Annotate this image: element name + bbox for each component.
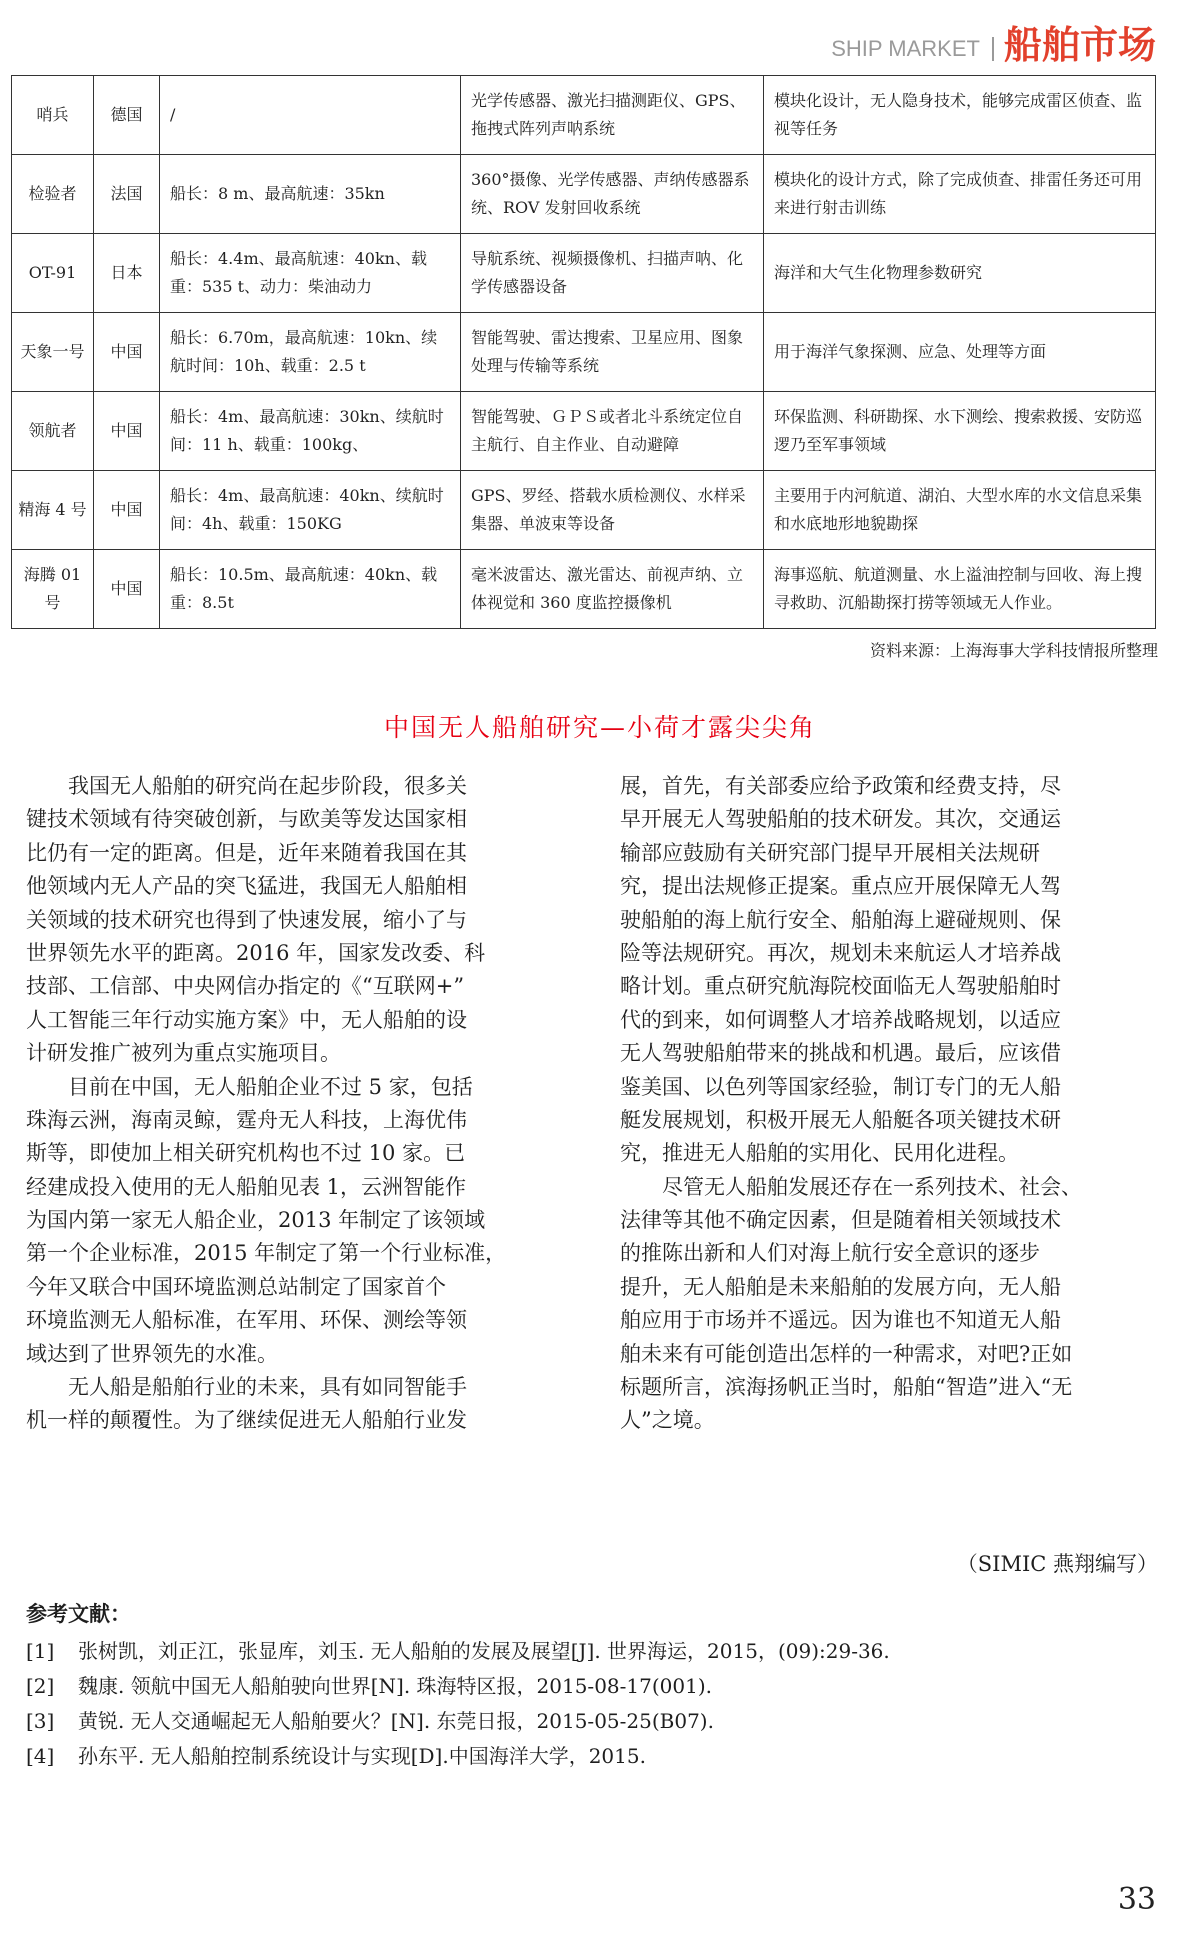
table-source: 资料来源：上海海事大学科技情报所整理 — [869, 641, 1158, 660]
references — [26, 1598, 890, 1774]
article-line: 无人驾驶船舶带来的挑战和机遇。最后，应该借 — [620, 1041, 1061, 1066]
cell-equipment: 导航系统、视频摄像机、扫描声呐、化学传感器设备 — [461, 234, 764, 313]
article-line: 关领域的技术研究也得到了快速发展，缩小了与 — [26, 907, 467, 932]
cell-application: 海事巡航、航道测量、水上溢油控制与回收、海上搜寻救助、沉船勘探打捞等领域无人作业。 — [764, 550, 1156, 629]
cell-equipment: 智能驾驶、ＧＰＳ或者北斗系统定位自主航行、自主作业、自动避障 — [461, 392, 764, 471]
cell-params: 船长：8 m、最高航速：35kn — [160, 155, 461, 234]
header-chinese: 船舶市场 — [1003, 23, 1156, 67]
article-line: 艇发展规划，积极开展无人船艇各项关键技术研 — [620, 1107, 1061, 1132]
article-line: 提升，无人船舶是未来船舶的发展方向，无人船 — [620, 1274, 1061, 1299]
reference-item — [26, 1739, 890, 1774]
cell-equipment: GPS、罗经、搭载水质检测仪、水样采集器、单波束等设备 — [461, 471, 764, 550]
article-line: 今年又联合中国环境监测总站制定了国家首个 — [26, 1274, 446, 1299]
cell-equipment: 光学传感器、激光扫描测距仪、GPS、拖拽式阵列声呐系统 — [461, 76, 764, 155]
reference-number: [3] — [26, 1709, 55, 1733]
reference-item — [26, 1704, 890, 1739]
article-line: 的推陈出新和人们对海上航行安全意识的逐步 — [620, 1241, 1040, 1266]
cell-application: 海洋和大气生化物理参数研究 — [764, 234, 1156, 313]
article-line: 经建成投入使用的无人船舶见表 1，云洲智能作 — [26, 1174, 467, 1199]
article-line: 比仍有一定的距离。但是，近年来随着我国在其 — [26, 840, 467, 865]
table-row — [12, 550, 1156, 629]
article-line: 域达到了世界领先的水准。 — [26, 1341, 278, 1366]
article-line: 机一样的颠覆性。为了继续促进无人船舶行业发 — [26, 1408, 467, 1433]
article-line: 究，提出法规修正提案。重点应开展保障无人驾 — [620, 874, 1061, 899]
reference-text: 魏康. 领航中国无人船舶驶向世界[N]. 珠海特区报，2015-08-17(001). — [78, 1674, 712, 1698]
cell-equipment: 智能驾驶、雷达搜索、卫星应用、图象处理与传输等系统 — [461, 313, 764, 392]
table-row — [12, 155, 1156, 234]
article-column-right — [620, 770, 1175, 1438]
header-english: SHIP MARKET — [831, 36, 980, 61]
article-line: 法律等其他不确定因素，但是随着相关领域技术 — [620, 1208, 1061, 1233]
cell-application: 用于海洋气象探测、应急、处理等方面 — [764, 313, 1156, 392]
article-line: 目前在中国，无人船舶企业不过 5 家，包括 — [68, 1074, 473, 1099]
article-line: 早开展无人驾驶船舶的技术研发。其次，交通运 — [620, 807, 1061, 832]
article-line: 斯等，即使加上相关研究机构也不过 10 家。已 — [26, 1141, 466, 1166]
cell-name: OT-91 — [12, 234, 94, 313]
article-line: 键技术领域有待突破创新，与欧美等发达国家相 — [26, 807, 467, 832]
unmanned-ship-table — [11, 75, 1156, 629]
reference-number: [2] — [26, 1674, 55, 1698]
article-line: 他领域内无人产品的突飞猛进，我国无人船舶相 — [26, 874, 467, 899]
article-line: 珠海云洲，海南灵鲸，霆舟无人科技，上海优伟 — [26, 1107, 467, 1132]
article-line: 人工智能三年行动实施方案》中，无人船舶的设 — [26, 1007, 467, 1032]
article-line: 鉴美国、以色列等国家经验，制订专门的无人船 — [620, 1074, 1061, 1099]
cell-country: 法国 — [94, 155, 160, 234]
cell-country: 中国 — [94, 392, 160, 471]
cell-equipment: 360°摄像、光学传感器、声纳传感器系统、ROV 发射回收系统 — [461, 155, 764, 234]
cell-country: 中国 — [94, 313, 160, 392]
cell-country: 日本 — [94, 234, 160, 313]
page-header — [831, 20, 1156, 70]
article-line: 舶应用于市场并不遥远。因为谁也不知道无人船 — [620, 1308, 1061, 1333]
article-line: 为国内第一家无人船企业，2013 年制定了该领域 — [26, 1208, 486, 1233]
references-title: 参考文献： — [26, 1602, 131, 1626]
article-line: 尽管无人船舶发展还存在一系列技术、社会、 — [662, 1174, 1082, 1199]
article-line: 第一个企业标准，2015 年制定了第一个行业标准， — [26, 1241, 507, 1266]
page-number: 33 — [1117, 1882, 1156, 1917]
article-line: 驶船舶的海上航行安全、船舶海上避碰规则、保 — [620, 907, 1061, 932]
cell-params: 船长：4.4m、最高航速：40kn、载重：535 t、动力：柴油动力 — [160, 234, 461, 313]
article-line: 略计划。重点研究航海院校面临无人驾驶船舶时 — [620, 974, 1061, 999]
article-line: 输部应鼓励有关研究部门提早开展相关法规研 — [620, 840, 1040, 865]
cell-name: 精海 4 号 — [12, 471, 94, 550]
reference-item — [26, 1634, 890, 1669]
cell-country: 中国 — [94, 550, 160, 629]
reference-item — [26, 1669, 890, 1704]
table-row — [12, 471, 1156, 550]
cell-params: 船长：10.5m、最高航速：40kn、载重：8.5t — [160, 550, 461, 629]
cell-name: 领航者 — [12, 392, 94, 471]
cell-name: 天象一号 — [12, 313, 94, 392]
article-line: 标题所言，滨海扬帆正当时，船舶“智造”进入“无 — [620, 1375, 1073, 1400]
article-line: 我国无人船舶的研究尚在起步阶段，很多关 — [68, 774, 467, 798]
article-line: 展，首先，有关部委应给予政策和经费支持，尽 — [620, 774, 1061, 798]
cell-params: 船长：4m、最高航速：40kn、续航时间：4h、载重：150KG — [160, 471, 461, 550]
table-row — [12, 313, 1156, 392]
article-line: 究，推进无人船舶的实用化、民用化进程。 — [620, 1141, 1019, 1166]
reference-text: 孙东平. 无人船舶控制系统设计与实现[D].中国海洋大学，2015. — [78, 1744, 646, 1768]
cell-country: 中国 — [94, 471, 160, 550]
article-line: 舶未来有可能创造出怎样的一种需求，对吧?正如 — [620, 1341, 1073, 1366]
cell-application: 环保监测、科研勘探、水下测绘、搜索救援、安防巡逻乃至军事领域 — [764, 392, 1156, 471]
cell-application: 模块化的设计方式，除了完成侦查、排雷任务还可用来进行射击训练 — [764, 155, 1156, 234]
reference-text: 黄锐. 无人交通崛起无人船舶要火？[N]. 东莞日报，2015-05-25(B07). — [78, 1709, 714, 1733]
cell-equipment: 毫米波雷达、激光雷达、前视声纳、立体视觉和 360 度监控摄像机 — [461, 550, 764, 629]
cell-name: 检验者 — [12, 155, 94, 234]
article-line: 无人船是船舶行业的未来，具有如同智能手 — [68, 1375, 467, 1400]
cell-name: 海腾 01 号 — [12, 550, 94, 629]
cell-country: 德国 — [94, 76, 160, 155]
article-line: 代的到来，如何调整人才培养战略规划，以适应 — [620, 1007, 1061, 1032]
article-author: （SIMIC 燕翔编写） — [956, 1552, 1158, 1576]
reference-number: [4] — [26, 1744, 55, 1768]
article-line: 环境监测无人船标准，在军用、环保、测绘等领 — [26, 1308, 467, 1333]
article-line: 计研发推广被列为重点实施项目。 — [26, 1041, 341, 1066]
cell-params: 船长：6.70m，最高航速：10kn、续航时间：10h、载重：2.5 t — [160, 313, 461, 392]
cell-application: 主要用于内河航道、湖泊、大型水库的水文信息采集和水底地形地貌勘探 — [764, 471, 1156, 550]
cell-application: 模块化设计，无人隐身技术，能够完成雷区侦查、监视等任务 — [764, 76, 1156, 155]
cell-params: / — [160, 76, 461, 155]
header-divider — [992, 37, 994, 61]
table-row — [12, 234, 1156, 313]
table-row — [12, 76, 1156, 155]
article-column-left — [26, 770, 586, 1438]
table-row — [12, 392, 1156, 471]
reference-text: 张树凯，刘正江，张显库，刘玉. 无人船舶的发展及展望[J]. 世界海运，2015，(09):29-36. — [78, 1639, 890, 1663]
cell-params: 船长：4m、最高航速：30kn、续航时间：11 h、载重：100kg、 — [160, 392, 461, 471]
article-title: 中国无人船舶研究—小荷才露尖尖角 — [383, 713, 816, 742]
article-line: 险等法规研究。再次，规划未来航运人才培养战 — [620, 940, 1061, 965]
reference-number: [1] — [26, 1639, 55, 1663]
article-line: 世界领先水平的距离。2016 年，国家发改委、科 — [26, 940, 486, 965]
cell-name: 哨兵 — [12, 76, 94, 155]
article-line: 技部、工信部、中央网信办指定的《“互联网+” — [26, 974, 465, 999]
article-line: 人”之境。 — [620, 1408, 715, 1433]
